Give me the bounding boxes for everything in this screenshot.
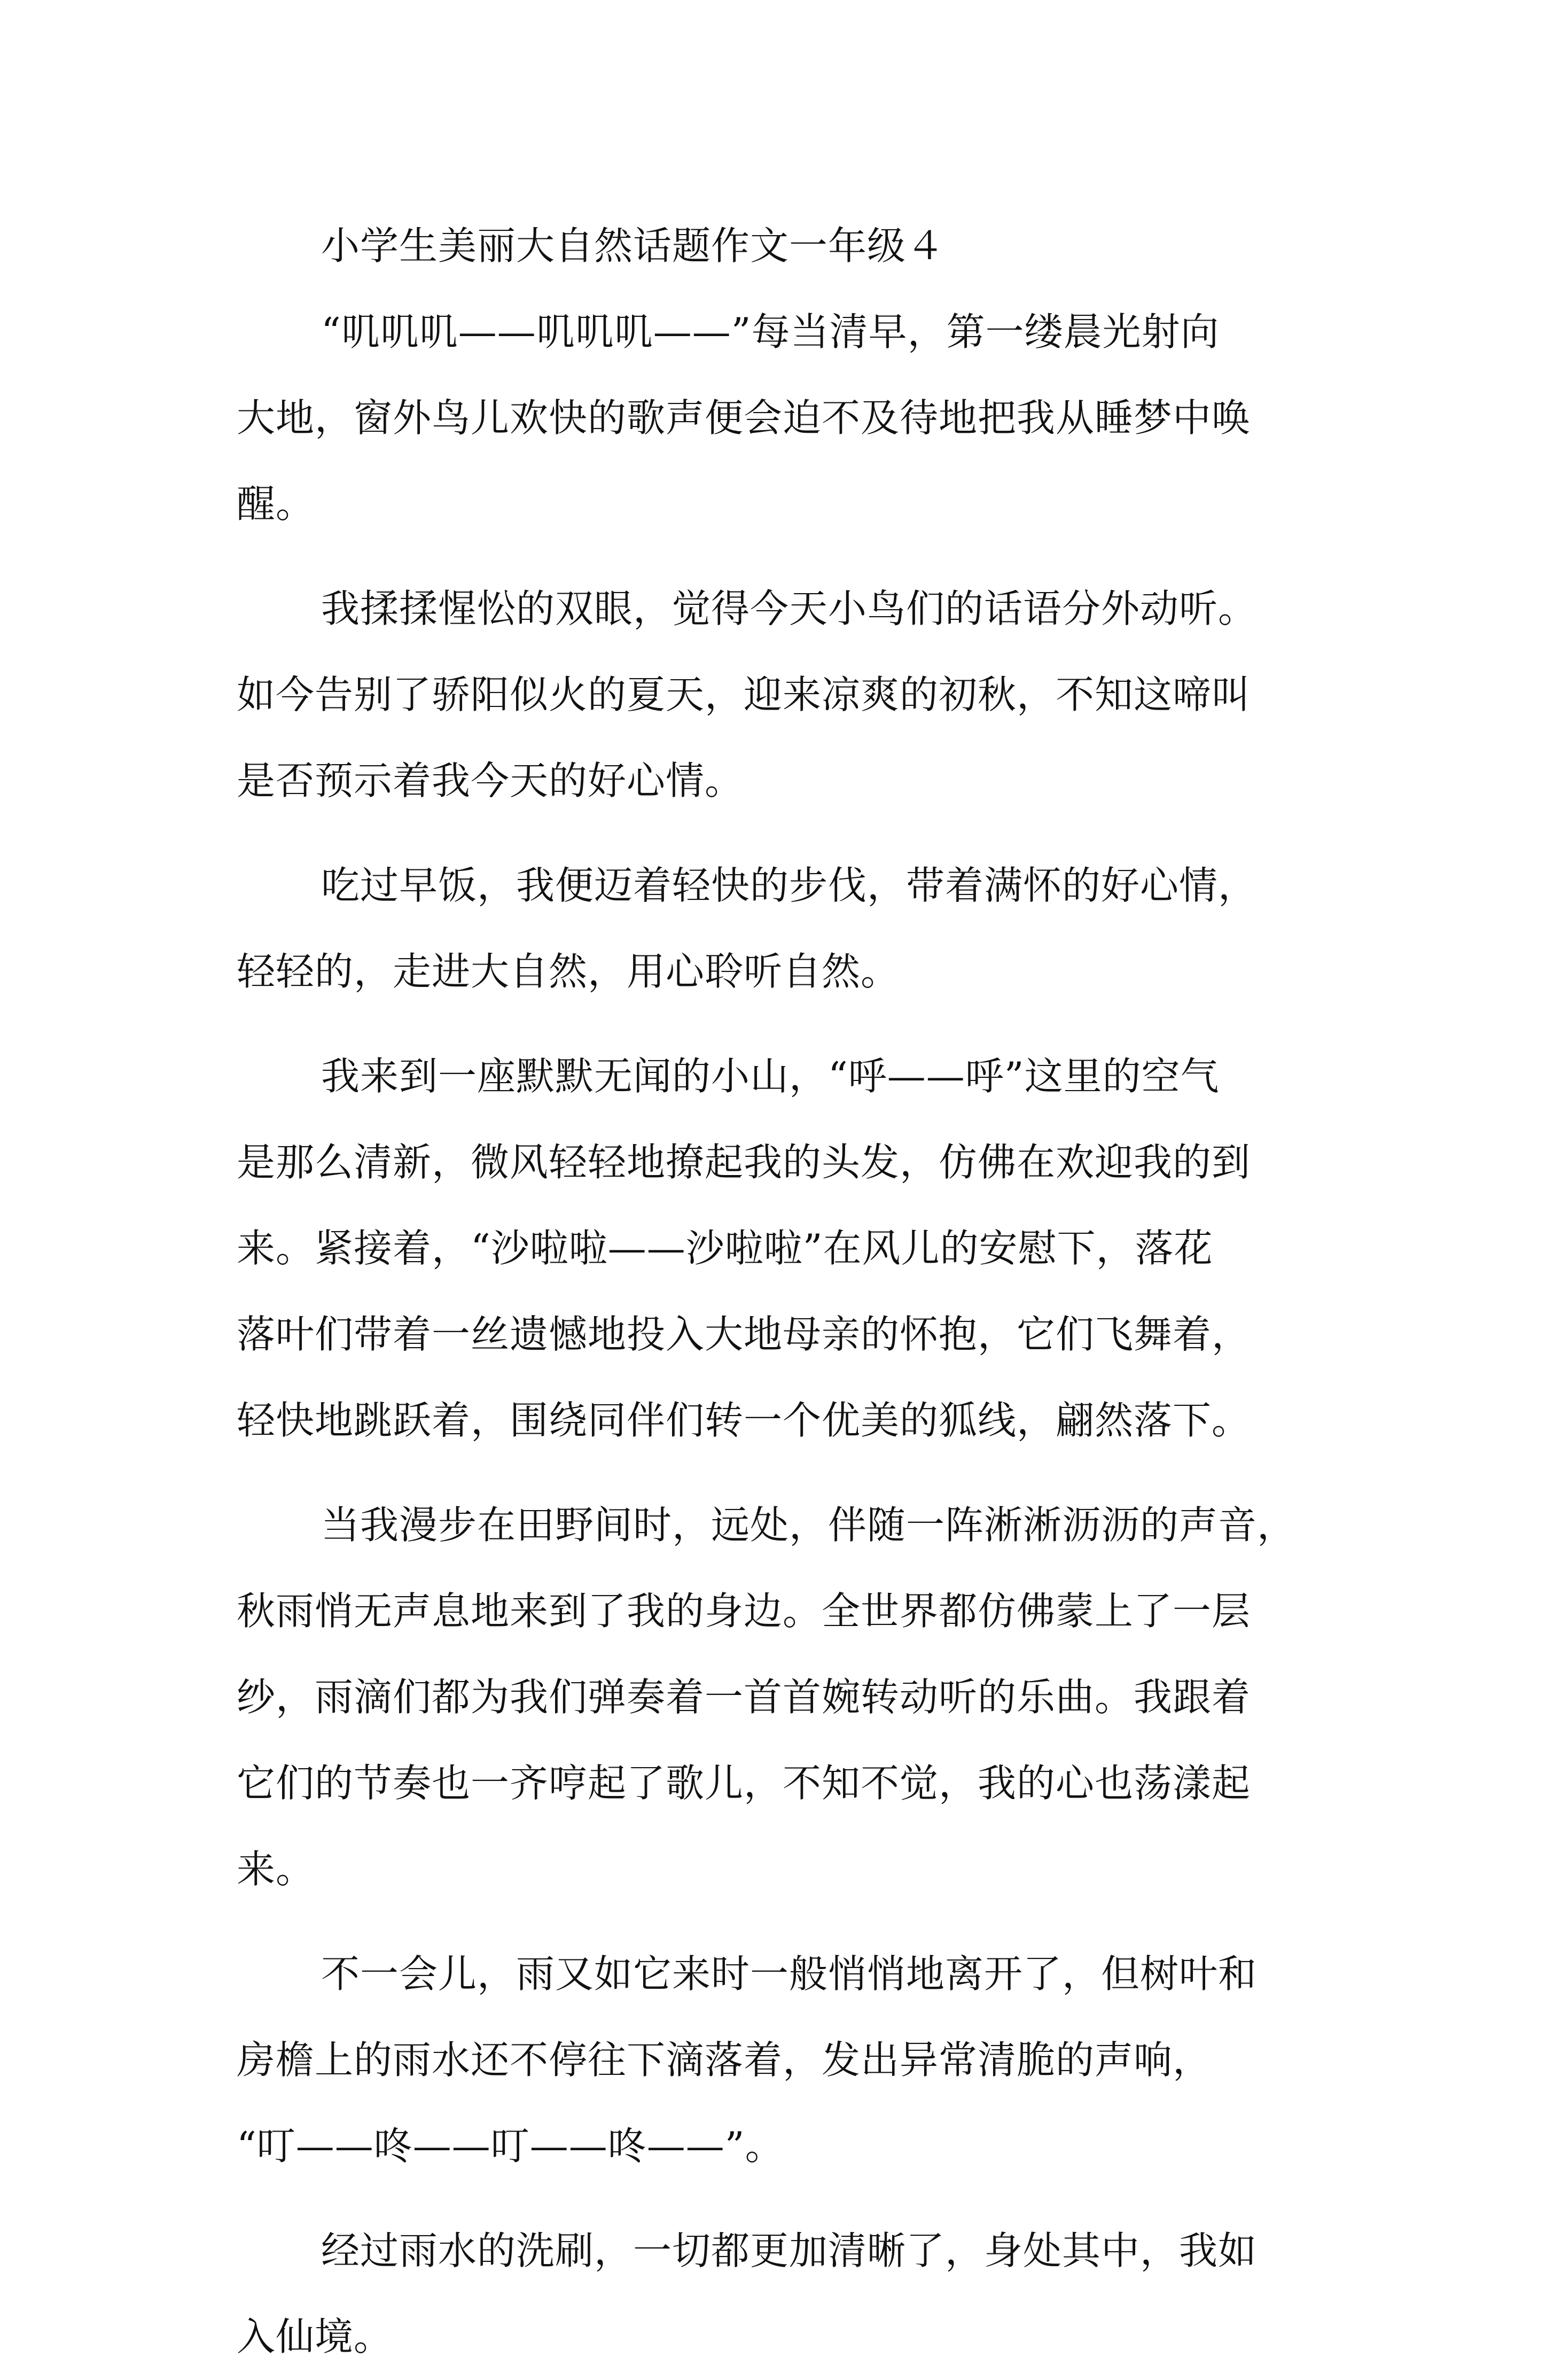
paragraph-2 xyxy=(237,566,1332,824)
paragraph-line: “叮——咚——叮——咚——”。 xyxy=(237,2124,784,2168)
paragraph-6 xyxy=(237,1931,1332,2189)
paragraph-line: 轻轻的，走进大自然，用心聆听自然。 xyxy=(237,949,900,994)
paragraph-line: 它们的节奏也一齐哼起了歌儿，不知不觉，我的心也荡漾起 xyxy=(237,1761,1251,1806)
paragraph-7 xyxy=(237,2208,1332,2380)
paragraph-line: 秋雨悄无声息地来到了我的身边。全世界都仿佛蒙上了一层 xyxy=(237,1589,1251,1634)
document-title: 小学生美丽大自然话题作文一年级４ xyxy=(321,223,946,268)
paragraph-line: 吃过早饭，我便迈着轻快的步伐，带着满怀的好心情， xyxy=(321,863,1258,908)
paragraph-4 xyxy=(237,1033,1332,1464)
paragraph-line: 我揉揉惺忪的双眼，觉得今天小鸟们的话语分外动听。 xyxy=(321,586,1258,631)
paragraph-line: 落叶们带着一丝遗憾地投入大地母亲的怀抱，它们飞舞着， xyxy=(237,1312,1251,1357)
paragraph-3 xyxy=(237,843,1332,1015)
paragraph-line: 纱，雨滴们都为我们弹奏着一首首婉转动听的乐曲。我跟着 xyxy=(237,1675,1251,1720)
paragraph-line: 来。 xyxy=(237,1847,315,1892)
paragraph-line: 大地，窗外鸟儿欢快的歌声便会迫不及待地把我从睡梦中唤 xyxy=(237,395,1251,440)
paragraph-1 xyxy=(237,289,1332,547)
paragraph-line: 经过雨水的洗刷，一切都更加清晰了，身处其中，我如 xyxy=(321,2228,1258,2273)
paragraph-line: 如今告别了骄阳似火的夏天，迎来凉爽的初秋，不知这啼叫 xyxy=(237,672,1251,717)
paragraph-line: 来。紧接着，“沙啦啦——沙啦啦”在风儿的安慰下，落花 xyxy=(237,1226,1213,1271)
paragraph-line: 是那么清新，微风轻轻地撩起我的头发，仿佛在欢迎我的到 xyxy=(237,1140,1251,1185)
paragraph-line: 房檐上的雨水还不停往下滴落着，发出异常清脆的声响， xyxy=(237,2037,1212,2082)
paragraph-line: 是否预示着我今天的好心情。 xyxy=(237,758,744,803)
paragraph-5 xyxy=(237,1482,1332,1912)
paragraph-line: 醒。 xyxy=(237,481,315,526)
paragraph-line: 当我漫步在田野间时，远处，伴随一阵淅淅沥沥的声音， xyxy=(321,1503,1297,1547)
paragraph-line: 不一会儿，雨又如它来时一般悄悄地离开了，但树叶和 xyxy=(321,1951,1258,1996)
paragraph-line: “叽叽叽——叽叽叽——”每当清早，第一缕晨光射向 xyxy=(321,309,1220,354)
paragraph-line: 入仙境。 xyxy=(237,2314,393,2359)
essay-body xyxy=(237,203,1332,2380)
paragraph-line: 我来到一座默默无闻的小山，“呼——呼”这里的空气 xyxy=(321,1054,1220,1099)
paragraph-line: 轻快地跳跃着，围绕同伴们转一个优美的狐线，翩然落下。 xyxy=(237,1398,1251,1443)
